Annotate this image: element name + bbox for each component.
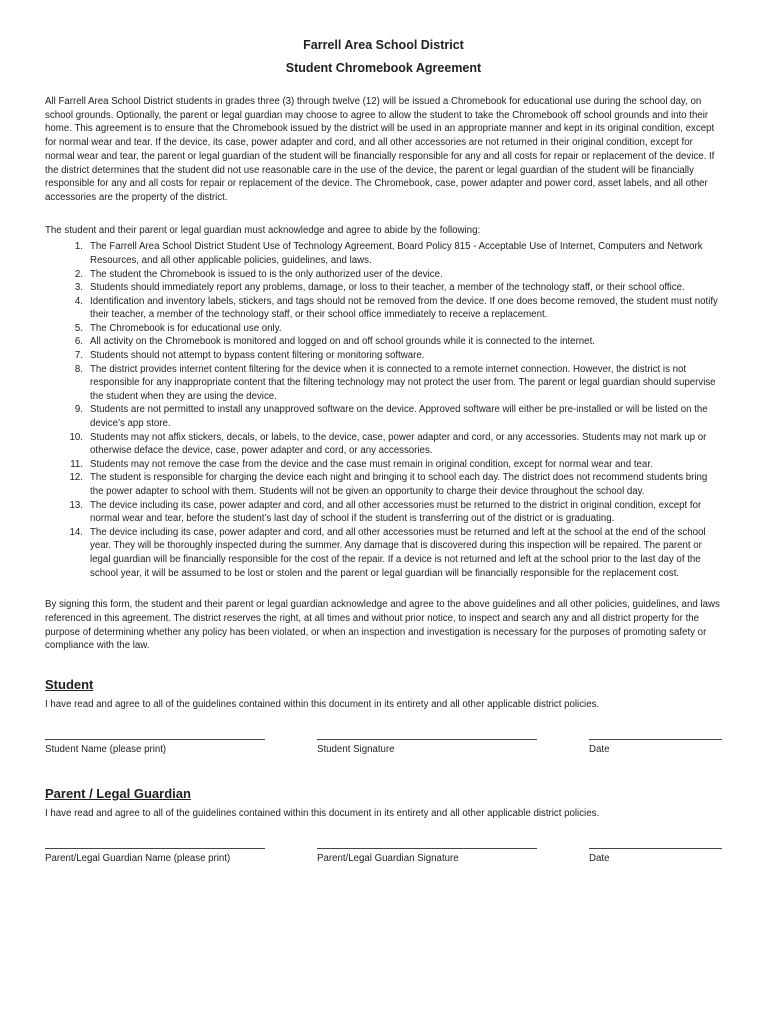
student-date-label: Date bbox=[589, 743, 610, 755]
guardian-signature-line[interactable] bbox=[317, 839, 537, 849]
rule-item bbox=[45, 471, 722, 498]
rule-number: 8. bbox=[74, 363, 83, 375]
guardian-date-line[interactable] bbox=[589, 839, 722, 849]
rule-item bbox=[45, 526, 722, 580]
student-signature-row bbox=[45, 730, 722, 762]
student-statement: I have read and agree to all of the guidelines contained within this document in its entirety and all other applicable district policies. bbox=[45, 698, 600, 710]
rule-number: 2. bbox=[74, 268, 83, 280]
rule-item bbox=[45, 240, 722, 267]
guardian-name-label: Parent/Legal Guardian Name (please print) bbox=[45, 852, 231, 864]
rule-item bbox=[45, 431, 722, 458]
rule-text: The device including its case, power adapter and cord, and all other accessories must be returned and left at the school at the end of the school year. They will be thoroughly inspected during the summer. Any damage that is discovered during this inspection will be repaired. The parent or legal guardian will be financially responsible for the cost of the repair. If a device is not returned and left at the school prior to the last day of the school year, it will be assumed to be lost or stolen and the parent or legal guardian will be financially responsible for the replacement cost. bbox=[90, 526, 706, 579]
rules-lead-in: The student and their parent or legal guardian must acknowledge and agree to abide by the following: bbox=[45, 224, 481, 236]
intro-paragraph: All Farrell Area School District students in grades three (3) through twelve (12) will be issued a Chromebook for educational use during the school day, on school grounds. Optionally, the parent or legal guardian may choose to agree to allow the student to take the Chromebook off school grounds and into their home. This agreement is to ensure that the Chromebook issued by the district will be used in an appropriate manner and kept in its original condition, except for normal wear and tear. If the device, its case, power adapter and cord, and all other accessories are not returned in their original condition, except for normal wear and tear, the parent or legal guardian of the student will be financially responsible for any and all costs for repair or replacement of the device. If the district determines that the student did not use reasonable care in the use of the device, the parent or legal guardian of the student will be financially responsible for any and all costs for repair or replacement of the device. The Chromebook, case, power adapter and power cord, asset labels, and all other accessories are the property of the district. bbox=[45, 96, 715, 203]
student-signature-field[interactable] bbox=[317, 730, 537, 756]
guardian-signature-field[interactable] bbox=[317, 839, 537, 865]
rules-list bbox=[45, 240, 722, 580]
rule-number: 9. bbox=[74, 404, 83, 416]
rule-number: 10. bbox=[69, 431, 83, 443]
rule-number: 14. bbox=[69, 526, 83, 538]
closing-paragraph: By signing this form, the student and their parent or legal guardian acknowledge and agree to the above guidelines and all other policies, guidelines, and laws referenced in this agreement. The district reserves the right, at all times and without prior notice, to inspect and search any and all district property for the purpose of determining whether any policy has been violated, or when an inspection and investigation is necessary for the purposes of promoting safety or compliance with the law. bbox=[45, 599, 720, 652]
student-date-line[interactable] bbox=[589, 730, 722, 740]
rule-text: The student is responsible for charging the device each night and bringing it to school each day. The district does not recommend students bring the power adapter to school with them. Students will not be given an opportunity to charge their device throughout the school day. bbox=[90, 472, 708, 498]
rule-number: 11. bbox=[70, 458, 83, 470]
rule-item bbox=[45, 458, 722, 472]
rule-text: The student the Chromebook is issued to is the only authorized user of the device. bbox=[90, 268, 443, 280]
rule-text: Students should not attempt to bypass content filtering or monitoring software. bbox=[90, 350, 425, 362]
guardian-heading: Parent / Legal Guardian bbox=[45, 785, 191, 801]
document-title: Student Chromebook Agreement bbox=[285, 61, 482, 75]
rule-text: All activity on the Chromebook is monitored and logged on and off school grounds while it is connected to the internet. bbox=[90, 336, 595, 348]
rule-text: The district provides internet content filtering for the device when it is connected to a remote internet connection. However, the district is not responsible for any inappropriate content that the filtering technology may not protect the user from. The parent or legal guardian should supervise the student when they are using the device. bbox=[90, 363, 716, 402]
rule-number: 5. bbox=[74, 322, 83, 334]
rule-item bbox=[45, 322, 722, 336]
rule-number: 7. bbox=[74, 350, 83, 362]
rule-item bbox=[45, 281, 722, 295]
rule-text: Students are not permitted to install any unapproved software on the device. Approved software will either be pre-installed or will be listed on the device’s app store. bbox=[90, 404, 708, 430]
student-heading: Student bbox=[45, 676, 94, 692]
district-name: Farrell Area School District bbox=[303, 38, 464, 52]
guardian-name-line[interactable] bbox=[45, 839, 265, 849]
rule-number: 12. bbox=[69, 472, 83, 484]
student-name-label: Student Name (please print) bbox=[45, 743, 167, 755]
rule-item bbox=[45, 349, 722, 363]
guardian-signature-label: Parent/Legal Guardian Signature bbox=[317, 852, 459, 864]
rule-text: Students should immediately report any problems, damage, or loss to their teacher, a member of the technology staff, or their school office. bbox=[90, 282, 685, 294]
rule-text: Students may not affix stickers, decals, or labels, to the device, case, power adapter and cord, or any accessories. Students may not mark up or otherwise deface the device, case, power adapter and cord, or any accessories. bbox=[90, 431, 707, 457]
rule-number: 3. bbox=[74, 282, 83, 294]
rule-item bbox=[45, 335, 722, 349]
rule-text: The Farrell Area School District Student Use of Technology Agreement, Board Policy 815 - Acceptable Use of Internet, Computers and Network Resources, and all other applicable policies, guidelines, and laws. bbox=[90, 241, 703, 266]
student-name-field[interactable] bbox=[45, 730, 265, 756]
rule-item bbox=[45, 295, 722, 322]
student-date-field[interactable] bbox=[589, 730, 722, 756]
guardian-date-field[interactable] bbox=[589, 839, 722, 865]
guardian-name-field[interactable] bbox=[45, 839, 265, 865]
student-signature-line[interactable] bbox=[317, 730, 537, 740]
rule-item bbox=[45, 268, 722, 282]
rule-text: Students may not remove the case from the device and the case must remain in original condition, except for normal wear and tear. bbox=[90, 458, 653, 470]
rule-item bbox=[45, 363, 722, 404]
rule-item bbox=[45, 403, 722, 430]
guardian-date-label: Date bbox=[589, 852, 610, 864]
student-signature-label: Student Signature bbox=[317, 743, 395, 755]
rule-number: 1. bbox=[74, 241, 83, 253]
rule-number: 6. bbox=[74, 336, 83, 348]
rule-text: The device including its case, power adapter and cord, and all other accessories must be returned to the district in original condition, except for normal wear and tear, before the student’s last day of school if the student is transferring out of the district or is graduating. bbox=[90, 499, 702, 525]
rule-number: 13. bbox=[69, 499, 83, 511]
student-name-line[interactable] bbox=[45, 730, 265, 740]
rule-item bbox=[45, 499, 722, 526]
rule-text: Identification and inventory labels, stickers, and tags should not be removed from the device. If one does become removed, the student must notify their teacher, a member of the technology staff, or their school office immediately to receive a replacement. bbox=[90, 295, 718, 321]
rule-number: 4. bbox=[74, 295, 83, 307]
rule-text: The Chromebook is for educational use only. bbox=[90, 322, 282, 334]
guardian-signature-row bbox=[45, 839, 722, 871]
guardian-statement: I have read and agree to all of the guidelines contained within this document in its entirety and all other applicable district policies. bbox=[45, 807, 600, 819]
